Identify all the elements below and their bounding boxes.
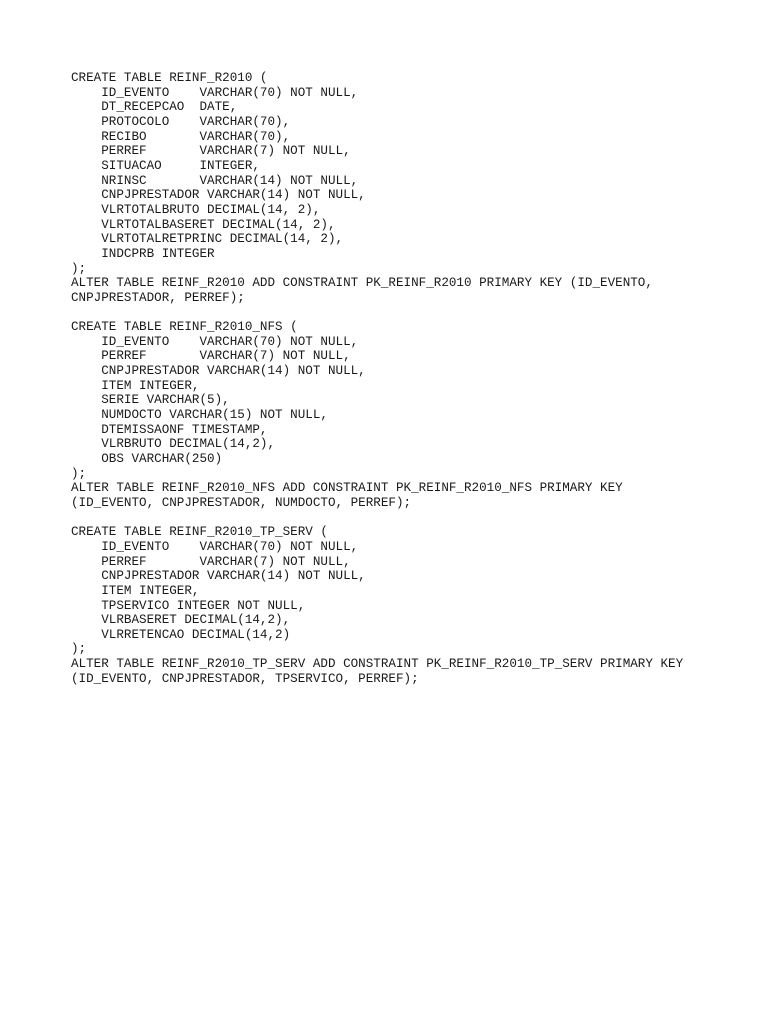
code-line: SITUACAO INTEGER, <box>71 158 260 173</box>
code-line: VLRBASERET DECIMAL(14,2), <box>71 613 291 628</box>
code-line: TPSERVICO INTEGER NOT NULL, <box>71 598 306 613</box>
code-line: CNPJPRESTADOR VARCHAR(14) NOT NULL, <box>71 364 366 379</box>
code-line: VLRTOTALBASERET DECIMAL(14, 2), <box>71 217 336 232</box>
code-line: ID_EVENTO VARCHAR(70) NOT NULL, <box>71 539 359 554</box>
code-line: NRINSC VARCHAR(14) NOT NULL, <box>71 173 359 188</box>
code-line: ID_EVENTO VARCHAR(70) NOT NULL, <box>71 85 359 100</box>
code-line: VLRBRUTO DECIMAL(14,2), <box>71 437 276 452</box>
code-line: NUMDOCTO VARCHAR(15) NOT NULL, <box>71 408 328 423</box>
code-line: ITEM INTEGER, <box>71 378 200 393</box>
sql-block-reinf-r2010-nfs <box>71 320 748 511</box>
code-line: ALTER TABLE REINF_R2010_NFS ADD CONSTRAINT PK_REINF_R2010_NFS PRIMARY KEY <box>71 481 623 496</box>
sql-block-reinf-r2010 <box>71 71 748 306</box>
code-line: ); <box>71 261 87 276</box>
code-line: (ID_EVENTO, CNPJPRESTADOR, NUMDOCTO, PERREF); <box>71 495 412 510</box>
code-line: ID_EVENTO VARCHAR(70) NOT NULL, <box>71 334 359 349</box>
code-line: ); <box>71 466 87 481</box>
code-line: PROTOCOLO VARCHAR(70), <box>71 114 291 129</box>
code-line: PERREF VARCHAR(7) NOT NULL, <box>71 144 351 159</box>
code-line: PERREF VARCHAR(7) NOT NULL, <box>71 349 351 364</box>
sql-block-reinf-r2010-tp-serv <box>71 525 748 686</box>
code-line: ALTER TABLE REINF_R2010_TP_SERV ADD CONSTRAINT PK_REINF_R2010_TP_SERV PRIMARY KEY <box>71 657 684 672</box>
code-line: (ID_EVENTO, CNPJPRESTADOR, TPSERVICO, PERREF); <box>71 671 419 686</box>
code-line: VLRRETENCAO DECIMAL(14,2) <box>71 627 291 642</box>
code-line: CREATE TABLE REINF_R2010 ( <box>71 71 268 85</box>
code-line: CREATE TABLE REINF_R2010_TP_SERV ( <box>71 525 328 540</box>
code-line: CNPJPRESTADOR VARCHAR(14) NOT NULL, <box>71 188 366 203</box>
code-line: ); <box>71 642 87 657</box>
code-line: SERIE VARCHAR(5), <box>71 393 230 408</box>
code-line: VLRTOTALBRUTO DECIMAL(14, 2), <box>71 202 321 217</box>
code-line: DTEMISSAONF TIMESTAMP, <box>71 422 268 437</box>
code-line: VLRTOTALRETPRINC DECIMAL(14, 2), <box>71 232 344 247</box>
code-line: RECIBO VARCHAR(70), <box>71 129 291 144</box>
code-line: CNPJPRESTADOR VARCHAR(14) NOT NULL, <box>71 569 366 584</box>
code-line: INDCPRB INTEGER <box>71 246 215 261</box>
code-line: ITEM INTEGER, <box>71 583 200 598</box>
code-line: PERREF VARCHAR(7) NOT NULL, <box>71 554 351 569</box>
code-line: ALTER TABLE REINF_R2010 ADD CONSTRAINT PK_REINF_R2010 PRIMARY KEY (ID_EVENTO, <box>71 276 653 291</box>
code-line: CREATE TABLE REINF_R2010_NFS ( <box>71 320 298 335</box>
code-line: CNPJPRESTADOR, PERREF); <box>71 290 245 305</box>
document-page <box>71 71 748 701</box>
code-line: OBS VARCHAR(250) <box>71 452 223 466</box>
code-line: DT_RECEPCAO DATE, <box>71 100 238 115</box>
